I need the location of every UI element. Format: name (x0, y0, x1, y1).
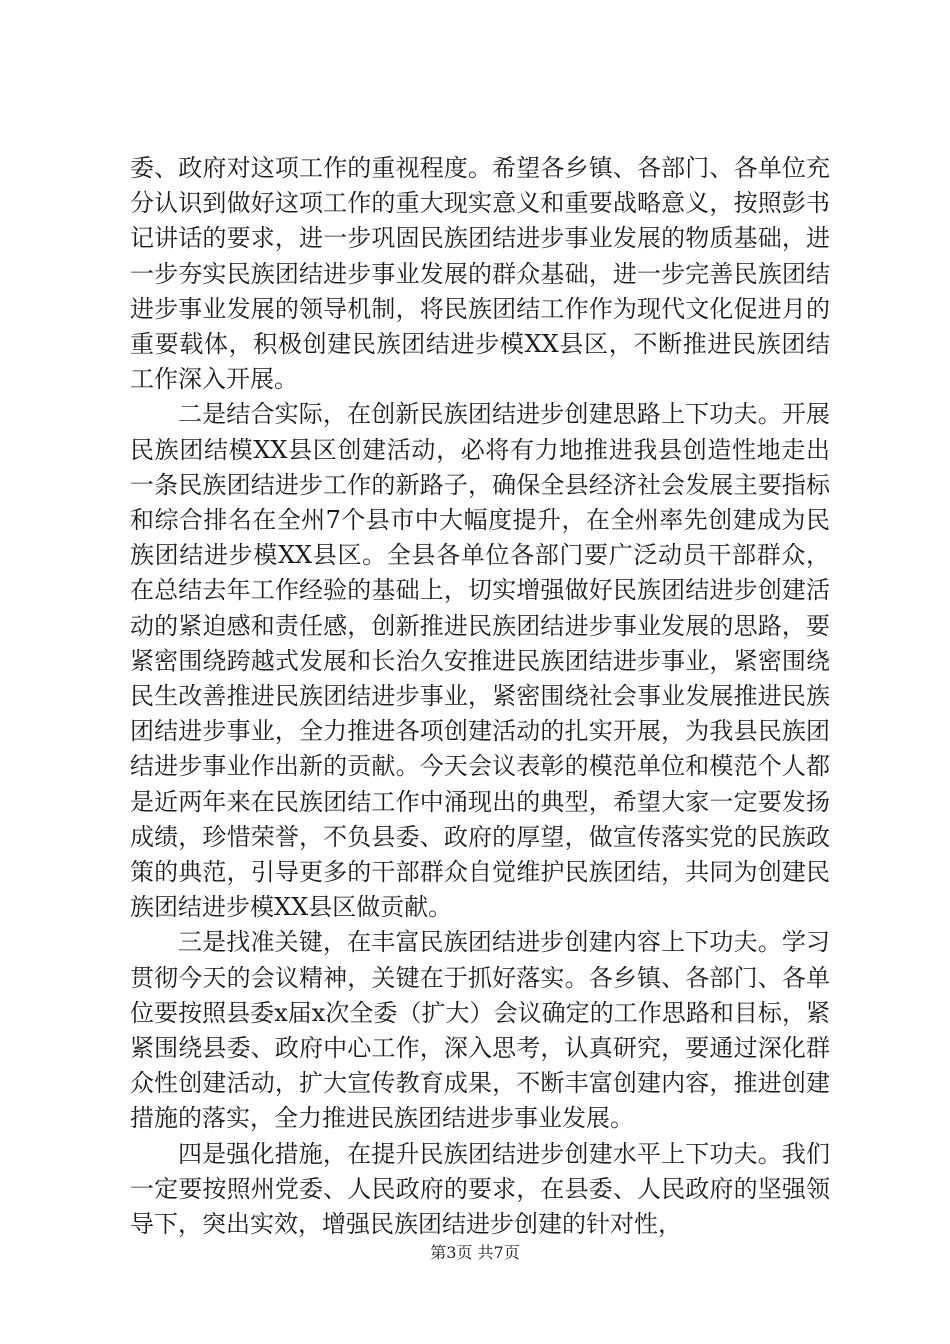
paragraph-point-three: 三是找准关键，在丰富民族团结进步创建内容上下功夫。学习贯彻今天的会议精神，关键在于抓好落实。各乡镇、各部门、各单位要按照县委x届x次全委（扩大）会议确定的工作思路和目标，紧紧围绕县委、政府中心工作，深入思考，认真研究，要通过深化群众性创建活动，扩大宣传教育成果，不断丰富创建内容，推进创建措施的落实，全力推进民族团结进步事业发展。 (130, 928, 830, 1133)
document-body (130, 151, 830, 1242)
paragraph-point-two: 二是结合实际，在创新民族团结进步创建思路上下功夫。开展民族团结模XX县区创建活动，必将有力地推进我县创造性地走出一条民族团结进步工作的新路子，确保全县经济社会发展主要指标和综合排名在全州7个县市中大幅度提升，在全州率先创建成为民族团结进步模XX县区。全县各单位各部门要广泛动员干部群众，在总结去年工作经验的基础上，切实增强做好民族团结进步创建活动的紧迫感和责任感，创新推进民族团结进步事业发展的思路，要紧密围绕跨越式发展和长治久安推进民族团结进步事业，紧密围绕民生改善推进民族团结进步事业，紧密围绕社会事业发展推进民族团结进步事业，全力推进各项创建活动的扎实开展，为我县民族团结进步事业作出新的贡献。今天会议表彰的模范单位和模范个人都是近两年来在民族团结工作中涌现出的典型，希望大家一定要发扬成绩，珍惜荣誉，不负县委、政府的厚望，做宣传落实党的民族政策的典范，引导更多的干部群众自觉维护民族团结，共同为创建民族团结进步模XX县区做贡献。 (130, 400, 830, 922)
paragraph-continuation: 委、政府对这项工作的重视程度。希望各乡镇、各部门、各单位充分认识到做好这项工作的重大现实意义和重要战略意义，按照彭书记讲话的要求，进一步巩固民族团结进步事业发展的物质基础，进一步夯实民族团结进步事业发展的群众基础，进一步完善民族团结进步事业发展的领导机制，将民族团结工作作为现代文化促进月的重要载体，积极创建民族团结进步模XX县区，不断推进民族团结工作深入开展。 (130, 154, 830, 394)
paragraph-point-four: 四是强化措施，在提升民族团结进步创建水平上下功夫。我们一定要按照州党委、人民政府的要求，在县委、人民政府的坚强领导下，突出实效，增强民族团结进步创建的针对性， (130, 1139, 830, 1239)
page-footer (0, 1243, 950, 1263)
page-number-label: 第3页 共7页 (430, 1243, 520, 1262)
